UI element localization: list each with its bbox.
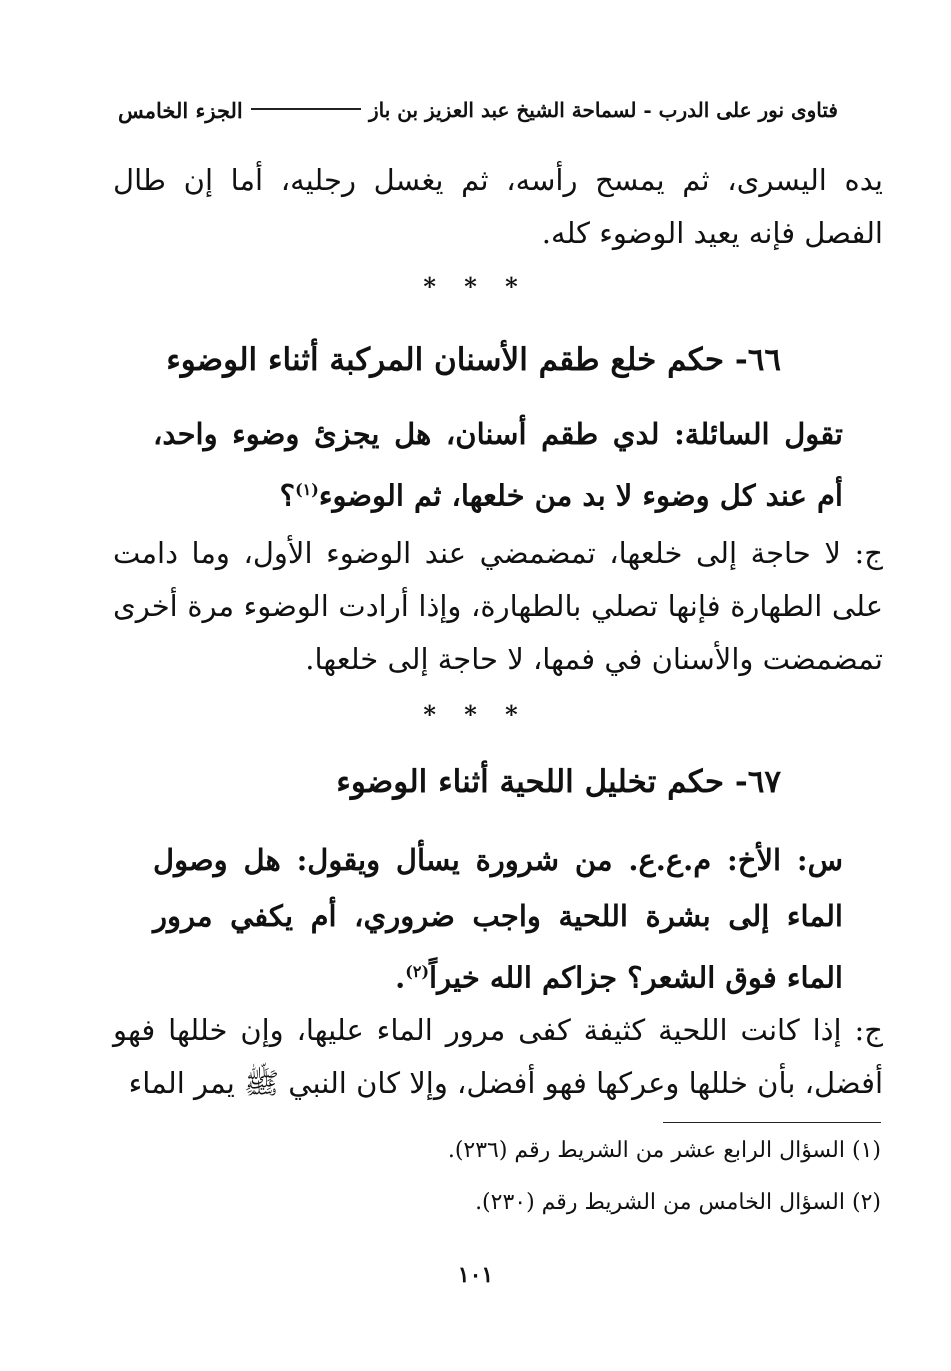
fatwa-66-answer: ج: لا حاجة إلى خلعها، تمضمضي عند الوضوء الأول، وما دامت على الطهارة فإنها تصلي بالطهارة، وإذا أرادت الوضوء مرة أخرى تمضمضت والأسنان في فمها، لا حاجة إلى خلعها. — [113, 536, 883, 676]
section-separator: * * * — [423, 272, 528, 301]
header-rule — [251, 108, 361, 110]
fatwa-67-heading: ٦٧- حكم تخليل اللحية أثناء الوضوء — [336, 764, 781, 800]
fatwa-66-question — [153, 406, 843, 524]
footnote-ref-2: (٢) — [405, 962, 430, 981]
section-separator-2: * * * — [423, 700, 528, 729]
fatwa-67-question — [153, 832, 843, 1006]
fatwa-67-question-end: . — [395, 960, 406, 995]
fatwa-66-question-end: ؟ — [279, 478, 296, 513]
footnote-2: (٢) السؤال الخامس من الشريط رقم (٢٣٠). — [475, 1190, 881, 1215]
running-header — [118, 92, 838, 128]
fatwa-67-answer: ج: إذا كانت اللحية كثيفة كفى مرور الماء عليها، وإن خللها فهو أفضل، بأن خللها وعركها فهو أفضل، وإلا كان النبي ﷺ يمر الماء — [113, 1013, 883, 1100]
fatwa-66-heading: ٦٦- حكم خلع طقم الأسنان المركبة أثناء الوضوء — [166, 342, 781, 378]
footnote-1: (١) السؤال الرابع عشر من الشريط رقم (٢٣٦). — [447, 1138, 881, 1163]
fatwa-67-question-text: الأخ: م.ع.ع. من شرورة يسأل ويقول: هل وصول الماء إلى بشرة اللحية واجب ضروري، أم يكفي مرور الماء فوق الشعر؟ جزاكم الله خيراً — [153, 843, 843, 995]
volume-label: الجزء الخامس — [118, 97, 243, 123]
book-title: فتاوى نور على الدرب - لسماحة الشيخ عبد العزيز بن باز — [369, 98, 838, 122]
intro-paragraph: يده اليسرى، ثم يمسح رأسه، ثم يغسل رجليه، أما إن طال الفصل فإنه يعيد الوضوء كله. — [113, 163, 883, 250]
question-prefix: س: — [796, 843, 843, 877]
page-number: ١٠١ — [457, 1262, 494, 1288]
footnote-ref-1: (١) — [295, 480, 319, 499]
footnote-rule — [663, 1122, 881, 1123]
fatwa-66-question-text: تقول السائلة: لدي طقم أسنان، هل يجزئ وضوء واحد، أم عند كل وضوء لا بد من خلعها، ثم الوضوء — [153, 417, 843, 513]
